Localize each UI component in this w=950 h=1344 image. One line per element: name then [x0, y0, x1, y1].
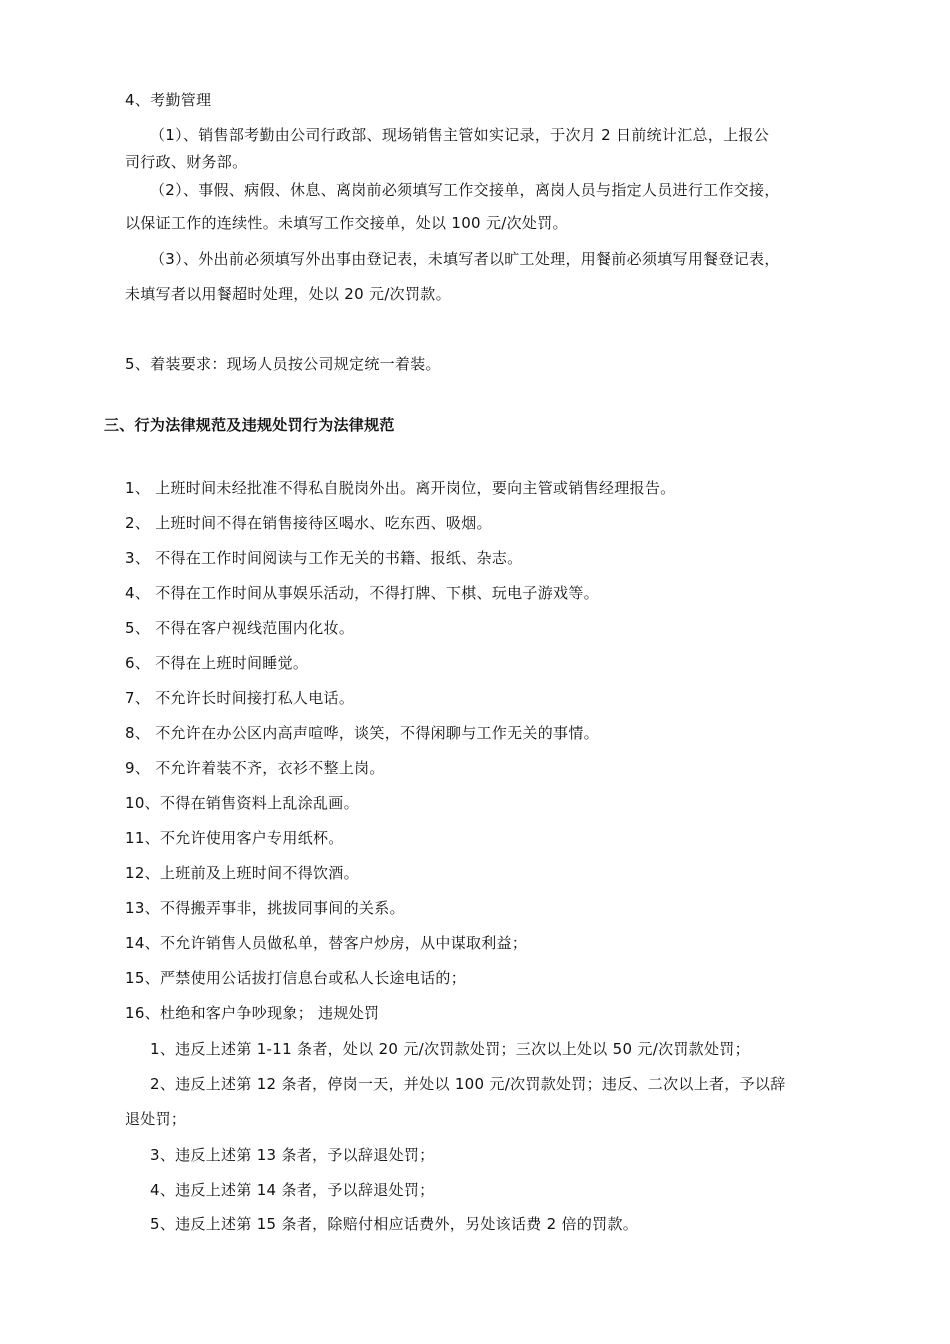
rule-item: 8、 不允许在办公区内高声喧哗，谈笑，不得闲聊与工作无关的事情。 — [125, 724, 599, 742]
attendance-item-1-line-2: 司行政、财务部。 — [125, 153, 248, 171]
rule-item: 9、 不允许着装不齐，衣衫不整上岗。 — [125, 759, 385, 777]
rule-item: 14、不允许销售人员做私单，替客户炒房，从中谋取利益； — [125, 934, 528, 952]
rule-item: 10、不得在销售资料上乱涂乱画。 — [125, 794, 359, 812]
dress-requirement: 5、着装要求：现场人员按公司规定统一着装。 — [125, 355, 441, 373]
attendance-item-2-line-1: （2）、事假、病假、休息、离岗前必须填写工作交接单，离岗人员与指定人员进行工作交接， — [150, 181, 780, 199]
rule-item: 12、上班前及上班时间不得饮酒。 — [125, 864, 359, 882]
penalty-item-5: 5、违反上述第 15 条者，除赔付相应话费外，另处该话费 2 倍的罚款。 — [150, 1215, 639, 1233]
rule-item: 1、 上班时间未经批准不得私自脱岗外出。离开岗位，要向主管或销售经理报告。 — [125, 479, 676, 497]
rule-item: 7、 不允许长时间接打私人电话。 — [125, 689, 355, 707]
rule-item: 3、 不得在工作时间阅读与工作无关的书籍、报纸、杂志。 — [125, 549, 523, 567]
rule-item: 5、 不得在客户视线范围内化妆。 — [125, 619, 355, 637]
attendance-item-2-line-2: 以保证工作的连续性。未填写工作交接单，处以 100 元/次处罚。 — [125, 214, 568, 232]
rule-item: 16、杜绝和客户争吵现象； 违规处罚 — [125, 1004, 380, 1022]
rule-item: 15、严禁使用公话拔打信息台或私人长途电话的； — [125, 969, 466, 987]
rule-item: 4、 不得在工作时间从事娱乐活动，不得打牌、下棋、玩电子游戏等。 — [125, 584, 599, 602]
section-3-heading: 三、行为法律规范及违规处罚行为法律规范 — [104, 416, 395, 434]
attendance-item-3-line-2: 未填写者以用餐超时处理，处以 20 元/次罚款。 — [125, 285, 451, 303]
rule-item: 11、不允许使用客户专用纸杯。 — [125, 829, 344, 847]
penalty-item-4: 4、违反上述第 14 条者，予以辞退处罚； — [150, 1181, 435, 1199]
penalty-item-2-line-1: 2、违反上述第 12 条者，停岗一天，并处以 100 元/次罚款处罚；违反、二次以上者，予以辞 — [150, 1075, 786, 1093]
rule-item: 2、 上班时间不得在销售接待区喝水、吃东西、吸烟。 — [125, 514, 492, 532]
rule-item: 13、不得搬弄事非，挑拔同事间的关系。 — [125, 899, 405, 917]
penalty-item-3: 3、违反上述第 13 条者，予以辞退处罚； — [150, 1146, 435, 1164]
attendance-item-1-line-1: （1）、销售部考勤由公司行政部、现场销售主管如实记录，于次月 2 日前统计汇总，上报公 — [150, 126, 770, 144]
attendance-item-3-line-1: （3）、外出前必须填写外出事由登记表，未填写者以旷工处理，用餐前必须填写用餐登记表， — [150, 250, 780, 268]
penalty-item-1: 1、违反上述第 1-11 条者，处以 20 元/次罚款处罚；三次以上处以 50 元/次罚款处罚； — [150, 1040, 750, 1058]
penalty-item-2-line-2: 退处罚； — [125, 1110, 187, 1128]
attendance-heading: 4、考勤管理 — [125, 91, 212, 109]
rule-item: 6、 不得在上班时间睡觉。 — [125, 654, 309, 672]
